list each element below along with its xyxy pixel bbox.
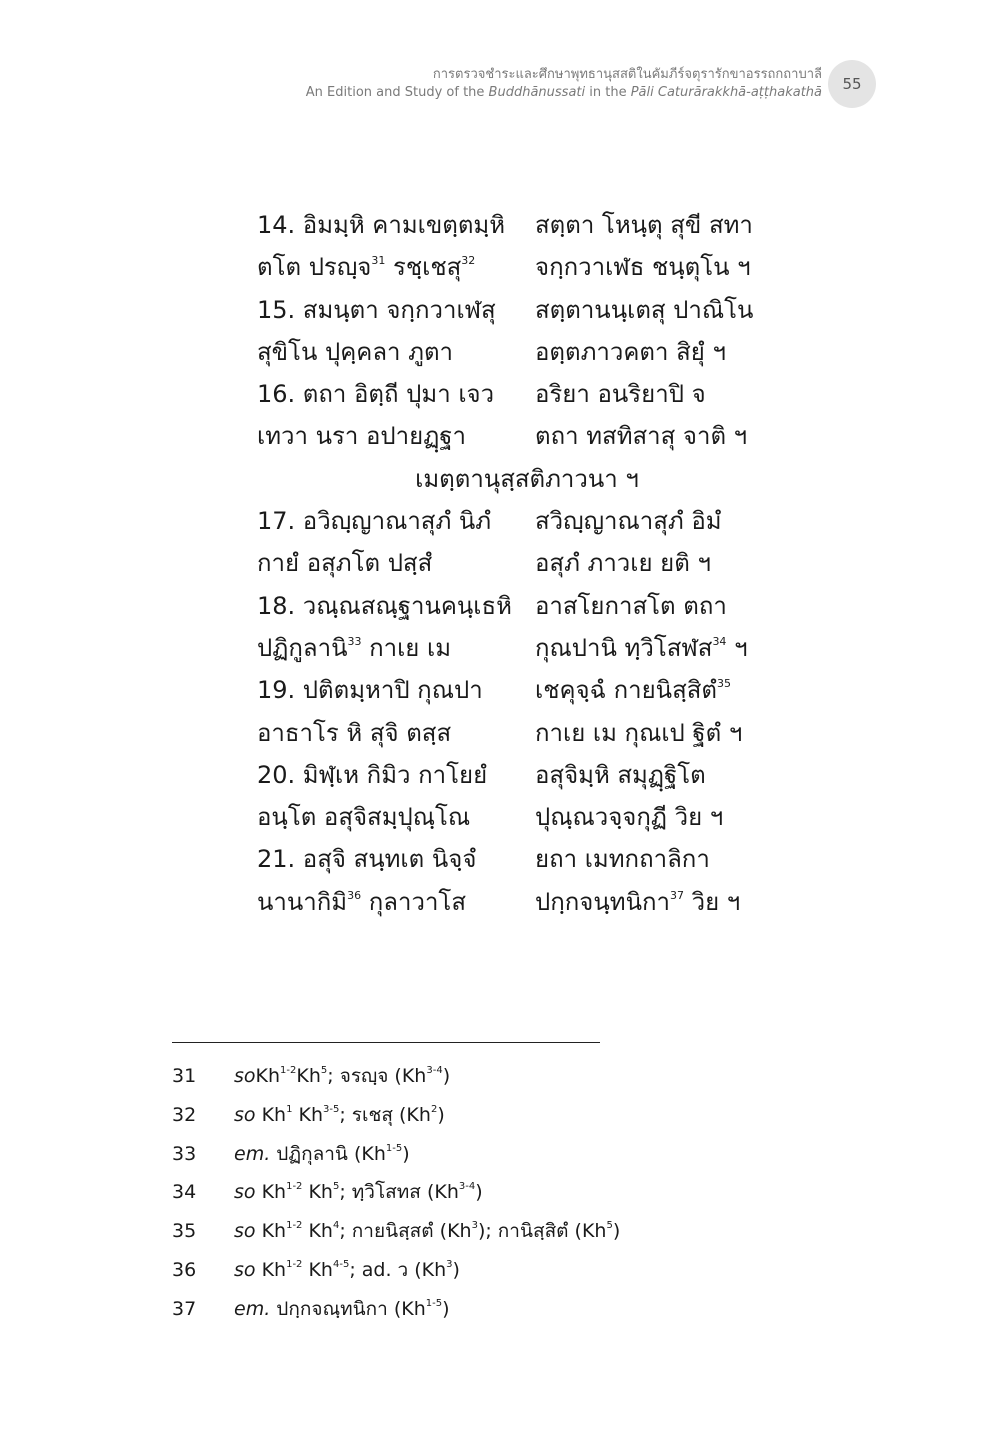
footnote-ref: 33 [347,634,362,648]
verse-left [257,585,512,627]
verse-text: 18. วณฺณสณฺฐานคนฺเธหิ [257,591,512,620]
footnote-segment: Kh [255,1065,281,1087]
footnote-ref: 35 [716,677,731,691]
footnote-segment: Kh [296,1065,321,1087]
footnotes [172,1058,872,1330]
verse-text: 21. อสุจิ สนฺทเต นิจฺจํ [257,845,477,874]
verse-text: รชฺเชสุ [385,253,462,282]
manuscript-siglum: 2 [430,1103,438,1115]
verse-right [535,838,710,880]
verse-right [535,373,706,415]
verse-line [257,881,817,923]
footnote-segment: Kh [255,1258,287,1281]
verse-left [257,712,451,754]
footnote-segment: ) [442,1065,451,1087]
verse-left [257,246,475,288]
verse-left [257,373,494,415]
manuscript-siglum: 4 [332,1220,340,1232]
verse-text: ฯ [726,633,748,662]
footnote-segment: ) [402,1142,410,1165]
footnote-text [234,1174,483,1210]
verse-text: ปกฺกจนฺทนิกา [535,887,670,916]
manuscript-siglum: 3 [446,1258,453,1270]
verse-line [257,204,817,246]
verse-left [257,289,496,331]
verse-right [535,415,747,457]
verse-line [257,289,817,331]
manuscript-siglum: 5 [320,1065,328,1076]
verse-text: อสุจิมฺหิ สมุฏฺฐิโต [535,760,706,789]
footnote-segment: Kh [255,1103,287,1126]
manuscript-siglum: 1-5 [425,1297,443,1309]
footnote-abbrev: so [234,1220,256,1243]
footnote-segment: Kh [302,1258,333,1281]
verse-text: อสุภํ ภาวเย ยติ ฯ [535,549,711,578]
footnote-segment: ) [452,1258,460,1281]
footnote-segment: ; จรญฺจ (Kh [327,1065,427,1087]
footnote-segment: ปฏิกุลานิ (Kh [270,1142,386,1165]
verse-right [535,246,751,288]
manuscript-siglum: 5 [332,1181,340,1193]
verse-left [257,796,470,838]
footnote-segment: Kh [255,1181,287,1204]
verse-text: สวิญฺญาณาสุภํ อิมํ [535,507,722,536]
verse-left [257,204,505,246]
manuscript-siglum: 1-5 [385,1142,403,1154]
verse-right [535,669,731,711]
verse-text: อตฺตภาวคตา สิยุํ ฯ [535,337,726,366]
verse-text: ตโต ปรญฺจ [257,253,372,282]
verse-text: อาสโยกาสโต ตถา [535,591,727,620]
verse-line [257,542,817,584]
verse-right [535,542,711,584]
footnote-segment: Kh [302,1181,333,1204]
verse-text: กาเย เม [361,633,452,662]
footnote [172,1174,872,1213]
footnote-segment: ) [612,1220,621,1243]
footnote-segment: ; กายนิสฺสตํ (Kh [339,1220,472,1243]
footnote-segment: ; รเชสุ (Kh [339,1103,431,1126]
header-title-thai: การตรวจชำระและศึกษาพุทธานุสสติในคัมภีร์จตุรารักขาอรรถกถาบาลี [432,67,822,82]
verse-text: กุณปานิ ทฺวิโสฬส [535,633,713,662]
footnote [172,1252,872,1291]
verse-right [535,881,740,923]
verse-text: ยถา เมทกถาลิกา [535,845,710,874]
footnote-segment: ) [475,1181,483,1204]
section-heading: เมตฺตานุสฺสติภาวนา ฯ [415,464,639,493]
footnote-number: 33 [172,1142,197,1165]
footnote-divider [172,1042,600,1043]
page-number-badge: 55 [828,60,876,108]
footnote [172,1097,872,1136]
footnote-segment: ปกฺกจณฺทนิกา (Kh [270,1297,426,1320]
verse-left [257,627,451,669]
verse-text: ตถา ทสทิสาสุ จาติ ฯ [535,422,748,451]
footnote-number: 37 [172,1297,197,1320]
verse-text: อนฺโต อสุจิสมฺปุณฺโณ [257,803,471,832]
manuscript-siglum: 3-5 [323,1103,340,1115]
verse-line [257,796,817,838]
manuscript-siglum: 1-2 [286,1258,303,1270]
footnote-segment: ); กานิสฺสิตํ (Kh [477,1220,607,1243]
footnote-number: 36 [172,1258,197,1281]
verse-line [257,331,817,373]
footnote-abbrev: em. [234,1297,271,1320]
verse-line [257,500,817,542]
verse-text: สุขิโน ปุคฺคลา ภูตา [257,337,454,366]
verse-left [257,754,487,796]
verse-line [257,373,817,415]
manuscript-siglum: 1-2 [280,1065,297,1076]
footnote-abbrev: so [234,1065,256,1087]
verse-left [257,669,483,711]
verse-left [257,415,466,457]
verse-text: ปุณฺณวจฺจกุฏี วิย ฯ [535,803,724,832]
verse-line [257,627,817,669]
verse-text: กุลาวาโส [361,887,466,916]
verse-line [257,246,817,288]
verse-right [535,289,753,331]
verse-text: อาธาโร หิ สุจิ ตสฺส [257,718,452,747]
footnote-text [234,1213,620,1249]
footnote-segment: ) [442,1297,450,1320]
verse-left [257,838,476,880]
verse-right [535,204,753,246]
manuscript-siglum: 3-4 [426,1065,443,1076]
verse-text: ปฏิกูลานิ [257,633,348,662]
footnote [172,1291,872,1330]
verse-text: วิย ฯ [684,887,741,916]
verse-left [257,542,432,584]
verse-text: 17. อวิญฺญาณาสุภํ นิภํ [257,507,492,536]
footnote-ref: 32 [461,254,476,268]
verse-right [535,331,726,373]
verse-right [535,796,723,838]
verse-text: จกฺกวาเฬธ ชนฺตุโน ฯ [535,253,751,282]
verse-text: เชคุจฺฉํ กายนิสฺสิตํ [535,676,717,705]
footnote-abbrev: so [234,1181,256,1204]
verse-text: 14. อิมมฺหิ คามเขตฺตมฺหิ [257,211,506,239]
footnote-number: 35 [172,1220,197,1243]
footnote-number: 32 [172,1103,197,1126]
verse-line [257,754,817,796]
verse-left [257,331,453,373]
footnote-segment: ; ทฺวิโสทส (Kh [339,1181,459,1204]
footnote-number: 31 [172,1065,197,1087]
verse-text: เทวา นรา อปายฏฺฐา [257,422,467,451]
footnote-abbrev: so [234,1258,256,1281]
running-header [182,66,822,102]
verse-text: อริยา อนริยาปิ จ [535,380,706,409]
verse-line [257,415,817,457]
verse-line [257,712,817,754]
footnote-segment: ; ad. ว (Kh [349,1258,447,1281]
manuscript-siglum: 5 [606,1220,613,1232]
footnote-ref: 37 [670,888,684,902]
verse-left [257,500,491,542]
verse-text: กาเย เม กุณเป ฐิตํ ฯ [535,718,743,747]
verse-right [535,500,722,542]
verse-left [257,881,466,923]
footnote-segment: Kh [292,1103,323,1126]
footnote-text [234,1058,450,1094]
footnote-segment: Kh [255,1220,287,1243]
verse-text: 20. มิฬฺเห กิมิว กาโยยํ [257,760,488,789]
footnote-ref: 36 [347,888,362,902]
verse-text: 15. สมนฺตา จกฺกวาเฬสุ [257,295,496,324]
footnote-ref: 34 [712,634,727,648]
footnote [172,1136,872,1175]
manuscript-siglum: 1-2 [286,1220,303,1232]
verse-block [257,204,817,923]
manuscript-siglum: 3 [471,1220,478,1232]
footnote-segment: ) [437,1103,445,1126]
manuscript-siglum: 1-2 [286,1181,303,1193]
footnote-segment: Kh [302,1220,333,1243]
footnote-number: 34 [172,1181,197,1204]
verse-text: 19. ปติตมฺหาปิ กุณปา [257,676,483,705]
footnote-abbrev: so [234,1103,256,1126]
footnote-ref: 31 [371,254,386,268]
verse-line [257,585,817,627]
verse-text: กายํ อสุภโต ปสฺสํ [257,549,433,578]
verse-right [535,627,748,669]
footnote-text [234,1252,460,1288]
footnote [172,1213,872,1252]
footnote-text [234,1097,445,1133]
verse-text: สตฺตา โหนฺตุ สุขี สทา [535,211,753,239]
verse-line [257,458,817,500]
verse-text: สตฺตานนฺเตสุ ปาณิโน [535,295,754,324]
verse-text: นานากิมิ [257,887,348,916]
verse-right [535,754,706,796]
footnote-text [234,1291,450,1327]
verse-right [535,712,742,754]
verse-line [257,669,817,711]
verse-right [535,585,727,627]
header-title-english: An Edition and Study of the Buddhānussati in the Pāli Caturārakkhā-aṭṭhakathā [305,85,822,100]
verse-text: 16. ตถา อิตฺถี ปุมา เจว [257,380,495,409]
manuscript-siglum: 3-4 [458,1181,476,1193]
verse-line [257,838,817,880]
manuscript-siglum: 4-5 [332,1258,350,1270]
manuscript-siglum: 1 [286,1103,293,1115]
footnote [172,1058,872,1097]
footnote-text [234,1136,410,1172]
footnote-abbrev: em. [234,1142,271,1165]
